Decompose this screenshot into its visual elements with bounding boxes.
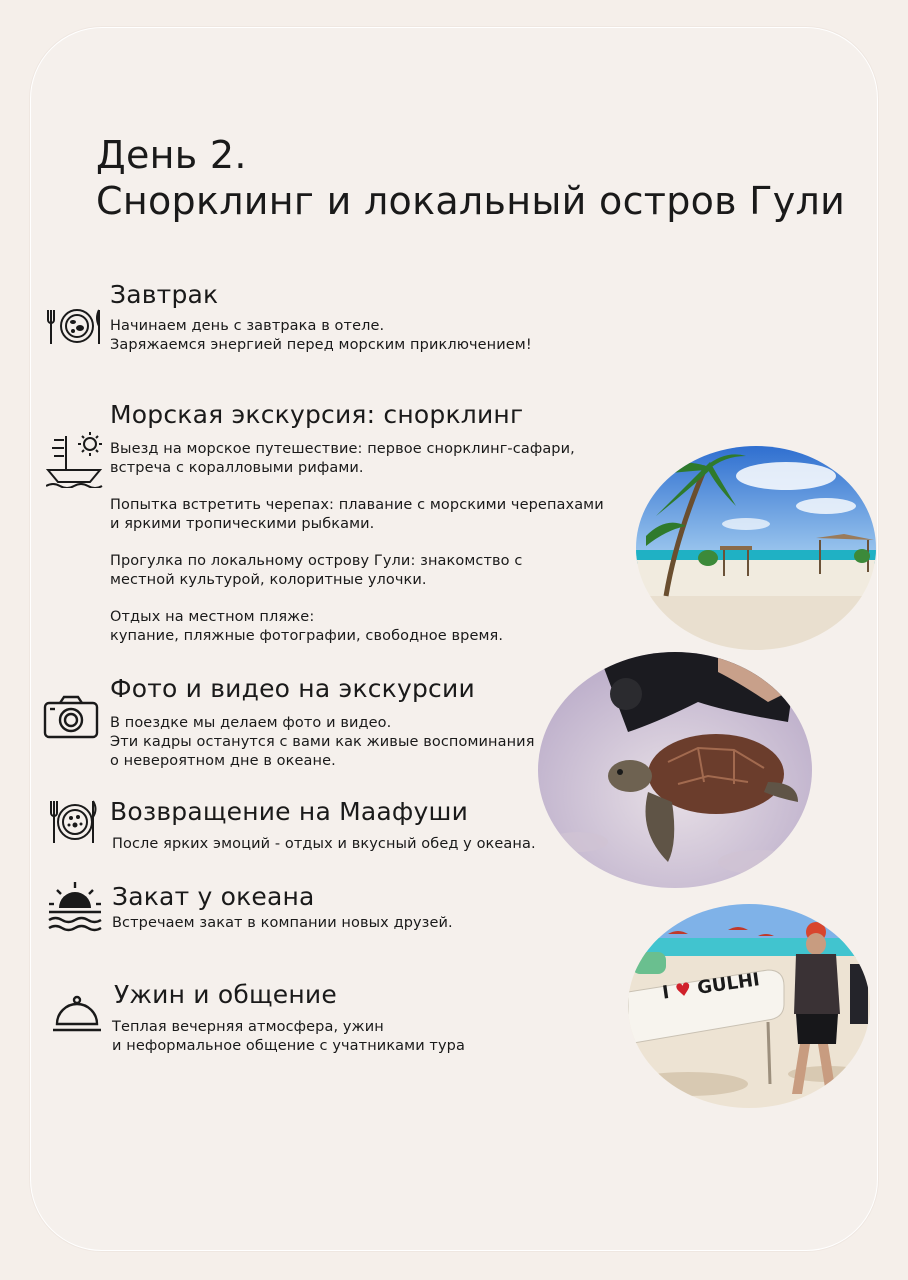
cloche-icon (52, 994, 102, 1034)
section-heading: Морская экскурсия: снорклинг (110, 400, 524, 429)
sign-prefix: I (661, 981, 671, 1004)
boat-sun-icon (46, 430, 106, 488)
lunch-plate-icon (48, 798, 102, 846)
section-heading: Возвращение на Маафуши (110, 797, 469, 826)
heart-icon: ♥ (673, 978, 693, 1002)
section-heading: Закат у океана (112, 882, 315, 911)
section-sunset (112, 882, 453, 933)
section-text: После ярких эмоций - отдых и вкусный обед у океана. (112, 836, 536, 852)
section-paragraph: Выезд на морское путешествие: первое снорклинг-сафари, встреча с коралловыми рифами. (110, 441, 575, 476)
gulhi-sign-photo (628, 904, 870, 1108)
section-paragraph: Прогулка по локальному острову Гули: знакомство с местной культурой, колоритные улочки. (110, 553, 523, 588)
section-text: Теплая вечерняя атмосфера, ужин и неформальное общение с учатниками тура (112, 1019, 465, 1054)
sign-word: GULHI (696, 969, 762, 999)
section-return-maafushi (110, 797, 536, 854)
section-text: Начинаем день с завтрака в отеле. Заряжаемся энергией перед морским приключением! (110, 318, 532, 353)
section-breakfast (110, 280, 532, 355)
camera-icon (42, 694, 100, 740)
section-paragraph: Отдых на местном пляже: купание, пляжные фотографии, свободное время. (110, 609, 504, 644)
turtle-photo (538, 652, 812, 888)
sunset-waves-icon (47, 880, 103, 932)
section-heading: Завтрак (110, 280, 219, 309)
section-paragraph: Попытка встретить черепах: плавание с морскими черепахами и яркими тропическими рыбками. (110, 497, 604, 532)
breakfast-plate-icon (47, 306, 107, 348)
page-title (96, 132, 845, 224)
section-text: В поездке мы делаем фото и видео. Эти кадры останутся с вами как живые воспоминания о невероятном дне в океане. (110, 715, 535, 769)
title-day: День 2. (96, 133, 247, 177)
section-heading: Ужин и общение (114, 980, 337, 1009)
section-dinner (112, 980, 465, 1056)
beach-photo (636, 446, 876, 650)
section-snorkeling (110, 400, 604, 646)
section-photo-video (110, 674, 535, 771)
section-text: Встречаем закат в компании новых друзей. (112, 915, 453, 931)
title-subtitle: Снорклинг и локальный остров Гули (96, 179, 846, 223)
section-heading: Фото и видео на экскурсии (110, 674, 475, 703)
